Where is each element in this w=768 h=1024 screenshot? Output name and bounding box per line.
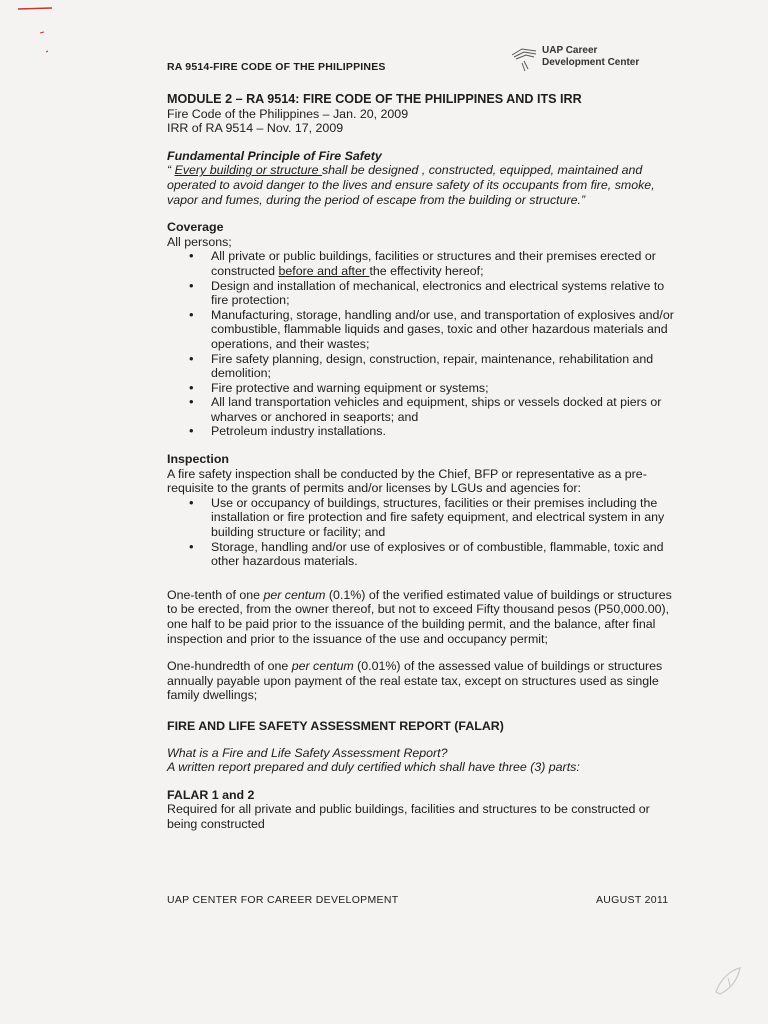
inspection-list <box>167 496 677 569</box>
falar-sub-text: Required for all private and public buildings, facilities and structures to be constructed or being constructed <box>167 802 650 831</box>
logo-line-2: Development Center <box>542 57 640 68</box>
coverage-list <box>167 249 677 439</box>
header-title: RA 9514-FIRE CODE OF THE PHILIPPINES <box>167 61 386 73</box>
list-item: • All private or public buildings, facilities or structures and their premises erected or constructed before and after the effectivity hereof; <box>205 249 677 278</box>
document-body <box>167 92 677 832</box>
falar-answer: A written report prepared and duly certified which shall have three (3) parts: <box>167 760 580 775</box>
principle-underlined: Every building or structure <box>174 163 322 178</box>
inspection-heading: Inspection <box>167 452 229 467</box>
module-line-2: IRR of RA 9514 – Nov. 17, 2009 <box>167 121 344 136</box>
module-line-1: Fire Code of the Philippines – Jan. 20, 2009 <box>167 106 409 121</box>
list-item: • Petroleum industry installations. <box>205 424 677 439</box>
falar-sub-heading: FALAR 1 and 2 <box>167 787 255 802</box>
list-item: • Manufacturing, storage, handling and/or use, and transportation of explosives and/or combustible, flammable liquids and gases, toxic and other hazardous materials and operations, and their wastes; <box>205 308 677 352</box>
list-item: • Use or occupancy of buildings, structures, facilities or their premises including the installation or fire protection and fire safety equipment, and electrical system in any building structure or facility; and <box>205 496 677 540</box>
uap-logo <box>508 45 678 75</box>
scan-mark-red <box>0 0 60 60</box>
uap-logo-icon <box>508 45 540 73</box>
inspection-intro: A fire safety inspection shall be conducted by the Chief, BFP or representative as a pre-requisite to the grants of permits and/or licenses by LGUs and agencies for: <box>167 466 647 496</box>
fee-paragraph-2: One-hundredth of one per centum (0.01%) of the assessed value of buildings or structures annually payable upon payment of the real estate tax, except on structures used as single family dwellings; <box>167 659 663 703</box>
list-item: • Fire protective and warning equipment or systems; <box>205 381 677 396</box>
footer-date: AUGUST 2011 <box>596 894 669 906</box>
list-item: • Storage, handling and/or use of explosives or of combustible, flammable, toxic and other hazardous materials. <box>205 540 677 569</box>
principle-heading: Fundamental Principle of Fire Safety <box>167 148 382 163</box>
footer-org: UAP CENTER FOR CAREER DEVELOPMENT <box>167 894 399 906</box>
page-curl-icon <box>710 962 746 998</box>
falar-question: What is a Fire and Life Safety Assessment Report? <box>167 745 448 760</box>
coverage-heading: Coverage <box>167 220 224 235</box>
principle-quote: “ Every building or structure shall be designed , constructed, equipped, maintained and operated to avoid danger to the lives and ensure safety of its occupants from fire, smoke, vapor and fumes, during the period of escape from the building or structure.” <box>167 163 655 207</box>
logo-line-1: UAP Career <box>542 45 598 56</box>
list-item: • Fire safety planning, design, construction, repair, maintenance, rehabilitation and demolition; <box>205 352 677 381</box>
list-item: • All land transportation vehicles and equipment, ships or vessels docked at piers or wharves or anchored in seaports; and <box>205 395 677 424</box>
falar-heading: FIRE AND LIFE SAFETY ASSESSMENT REPORT (FALAR) <box>167 718 504 733</box>
list-item: • Design and installation of mechanical, electronics and electrical systems relative to fire protection; <box>205 279 677 308</box>
module-title: MODULE 2 – RA 9514: FIRE CODE OF THE PHILIPPINES AND ITS IRR <box>167 92 582 106</box>
fee-paragraph-1: One-tenth of one per centum (0.1%) of the verified estimated value of buildings or structures to be erected, from the owner thereof, but not to exceed Fifty thousand pesos (P50,000.00), one half to be paid prior to the issuance of the building permit, and the balance, after final inspection and prior to the issuance of the use and occupancy permit; <box>167 587 672 646</box>
coverage-intro: All persons; <box>167 234 232 249</box>
